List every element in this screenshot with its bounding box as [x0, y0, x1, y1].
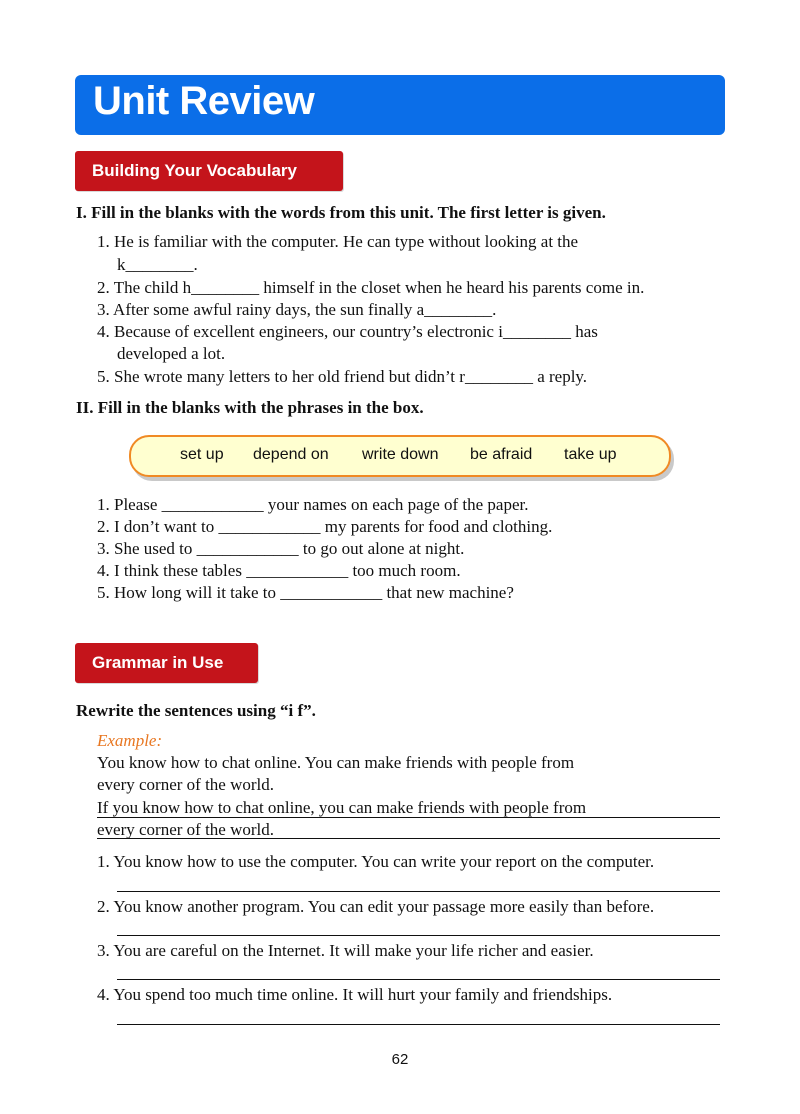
phrase-box — [129, 435, 671, 477]
answer-rule — [97, 838, 720, 839]
part1-line: 2. The child h________ himself in the closet when he heard his parents come in. — [97, 278, 645, 297]
grammar-heading: Rewrite the sentences using “i f”. — [76, 701, 316, 720]
answer-rule — [117, 979, 720, 980]
example-answer-line: If you know how to chat online, you can make friends with people from — [97, 798, 587, 817]
part1-line: 1. He is familiar with the computer. He can type without looking at the — [97, 232, 579, 251]
vocabulary-section-tag: Building Your Vocabulary — [75, 151, 343, 191]
part2-heading: II. Fill in the blanks with the phrases in the box. — [76, 398, 424, 417]
answer-rule — [117, 1024, 720, 1025]
phrase-word: be afraid — [470, 446, 533, 463]
example-label: Example: — [97, 731, 163, 750]
part2-line: 2. I don’t want to ____________ my parents for food and clothing. — [97, 517, 553, 536]
answer-rule — [117, 891, 720, 892]
part1-heading: I. Fill in the blanks with the words from this unit. The first letter is given. — [76, 203, 606, 222]
phrase-word: set up — [180, 446, 224, 463]
unit-review-banner — [75, 75, 725, 135]
phrase-word: take up — [564, 446, 617, 463]
part1-line: developed a lot. — [117, 344, 226, 363]
part1-line: 5. She wrote many letters to her old friend but didn’t r________ a reply. — [97, 367, 588, 386]
example-line: You know how to chat online. You can make friends with people from — [97, 753, 575, 772]
page-title: Unit Review — [93, 79, 315, 123]
rewrite-item: 1. You know how to use the computer. You can write your report on the computer. — [97, 852, 655, 871]
example-line: every corner of the world. — [97, 775, 275, 794]
part2-line: 3. She used to ____________ to go out alone at night. — [97, 539, 465, 558]
part1-line: 3. After some awful rainy days, the sun finally a________. — [97, 300, 497, 319]
answer-rule — [97, 817, 720, 818]
rewrite-item: 4. You spend too much time online. It will hurt your family and friendships. — [97, 985, 613, 1004]
part1-line: k________. — [117, 255, 198, 274]
page-number: 62 — [391, 1051, 409, 1068]
rewrite-item: 2. You know another program. You can edit your passage more easily than before. — [97, 897, 655, 916]
part2-line: 1. Please ____________ your names on each page of the paper. — [97, 495, 529, 514]
part2-line: 4. I think these tables ____________ too much room. — [97, 561, 461, 580]
phrase-word: write down — [362, 446, 439, 463]
part2-line: 5. How long will it take to ____________ that new machine? — [97, 583, 514, 602]
phrase-word: depend on — [253, 446, 329, 463]
part1-line: 4. Because of excellent engineers, our country’s electronic i________ has — [97, 322, 598, 341]
example-answer-line: every corner of the world. — [97, 820, 275, 839]
answer-rule — [117, 935, 720, 936]
rewrite-item: 3. You are careful on the Internet. It will make your life richer and easier. — [97, 941, 594, 960]
grammar-section-tag: Grammar in Use — [75, 643, 258, 683]
